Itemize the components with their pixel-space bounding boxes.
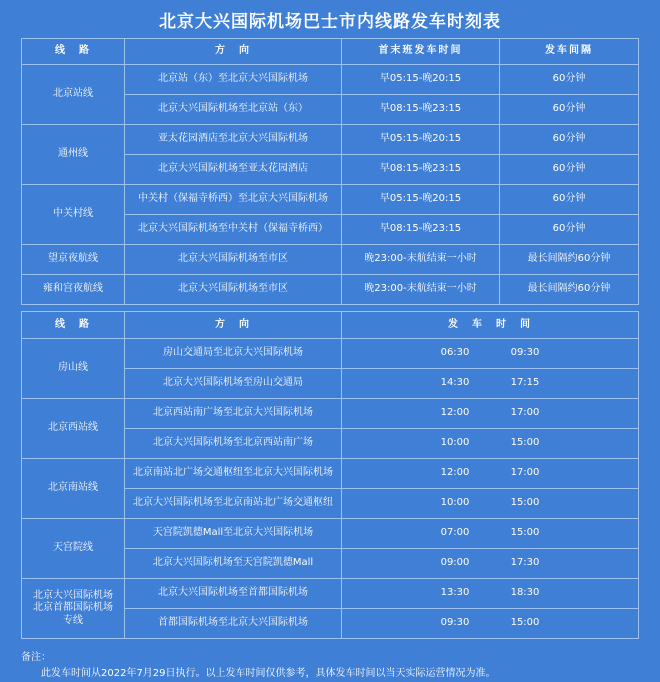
departure-time: 15:00: [510, 617, 540, 629]
direction-cell: 北京大兴国际机场至北京西站南广场: [125, 429, 342, 459]
route-name-text: 北京大兴国际机场 北京首都国际机场 专线: [33, 589, 113, 626]
departure-time: 17:00: [510, 467, 540, 479]
route-name-text: 北京南站线: [48, 482, 98, 494]
route-name: 望京夜航线: [22, 245, 125, 275]
route-name-text: 天宫院线: [53, 542, 93, 554]
departure-times-cell: [342, 459, 639, 489]
departure-time: 10:00: [440, 497, 470, 509]
departure-times-cell: [342, 579, 639, 609]
departure-times-cell: [342, 489, 639, 519]
departure-time: 10:00: [440, 437, 470, 449]
departure-time: 17:30: [510, 557, 540, 569]
direction-cell: 北京大兴国际机场至北京站（东）: [125, 95, 342, 125]
table-row: [22, 519, 639, 549]
header-row: [22, 39, 639, 65]
interval-cell: 60分钟: [500, 185, 639, 215]
departure-times: [342, 557, 638, 570]
time-range-cell: 早08:15-晚23:15: [342, 155, 500, 185]
departure-times-cell: [342, 369, 639, 399]
notes-label: 备注：: [21, 652, 51, 663]
direction-cell: 中关村（保福寺桥西）至北京大兴国际机场: [125, 185, 342, 215]
direction-cell: 亚太花园酒店至北京大兴国际机场: [125, 125, 342, 155]
departure-time: 12:00: [440, 467, 470, 479]
departure-time: 09:30: [440, 617, 470, 629]
departure-time: 15:00: [510, 437, 540, 449]
table-row: [22, 459, 639, 489]
interval-cell: 60分钟: [500, 65, 639, 95]
schedule-table-fixed-times: [21, 311, 639, 639]
notes-text: 此发车时间从2022年7月29日执行。以上发车时间仅供参考，具体发车时间以当天实际运营情况为准。: [41, 668, 496, 679]
header-row: [22, 312, 639, 339]
departure-times: [342, 377, 638, 390]
route-name: [22, 519, 125, 579]
interval-cell: 60分钟: [500, 155, 639, 185]
direction-cell: 北京站（东）至北京大兴国际机场: [125, 65, 342, 95]
departure-time: 13:30: [440, 587, 470, 599]
departure-times: [342, 347, 638, 360]
table-row: [22, 399, 639, 429]
route-name-text: 房山线: [58, 362, 88, 374]
departure-times-cell: [342, 549, 639, 579]
route-name: [22, 579, 125, 639]
route-name: [22, 399, 125, 459]
departure-times: [342, 407, 638, 420]
table-row: [22, 125, 639, 155]
direction-cell: 北京大兴国际机场至首都国际机场: [125, 579, 342, 609]
departure-time: 15:00: [510, 497, 540, 509]
departure-time: 17:15: [510, 377, 540, 389]
departure-times: [342, 437, 638, 450]
time-range-cell: 早05:15-晚20:15: [342, 65, 500, 95]
column-header: 发车间隔: [500, 39, 639, 65]
route-name: [22, 339, 125, 399]
table-row: [22, 579, 639, 609]
interval-cell: 最长间隔约60分钟: [500, 275, 639, 305]
departure-time: 18:30: [510, 587, 540, 599]
direction-cell: 北京大兴国际机场至北京南站北广场交通枢纽: [125, 489, 342, 519]
direction-cell: 北京大兴国际机场至天宫院凯德Mall: [125, 549, 342, 579]
column-header: 线 路: [22, 312, 125, 339]
departure-time: 17:00: [510, 407, 540, 419]
departure-times: [342, 527, 638, 540]
direction-cell: 首都国际机场至北京大兴国际机场: [125, 609, 342, 639]
departure-time: 09:30: [510, 347, 540, 359]
departure-times-cell: [342, 429, 639, 459]
table-row: [22, 245, 639, 275]
route-name: 通州线: [22, 125, 125, 185]
route-name: 中关村线: [22, 185, 125, 245]
interval-cell: 60分钟: [500, 95, 639, 125]
column-header: 方 向: [125, 312, 342, 339]
departure-times: [342, 587, 638, 600]
departure-time: 14:30: [440, 377, 470, 389]
schedule-table-intervals: [21, 38, 639, 305]
time-range-cell: 早08:15-晚23:15: [342, 215, 500, 245]
departure-times-cell: [342, 399, 639, 429]
column-header: 首末班发车时间: [342, 39, 500, 65]
departure-times: [342, 497, 638, 510]
page-title: 北京大兴国际机场巴士市内线路发车时刻表: [159, 11, 501, 32]
departure-time: 06:30: [440, 347, 470, 359]
time-range-cell: 早08:15-晚23:15: [342, 95, 500, 125]
direction-cell: 北京大兴国际机场至中关村（保福寺桥西）: [125, 215, 342, 245]
departure-time: 07:00: [440, 527, 470, 539]
departure-times-cell: [342, 519, 639, 549]
direction-cell: 北京大兴国际机场至亚太花园酒店: [125, 155, 342, 185]
interval-cell: 60分钟: [500, 125, 639, 155]
table-row: [22, 185, 639, 215]
interval-cell: 60分钟: [500, 215, 639, 245]
departure-times: [342, 617, 638, 630]
departure-time: 12:00: [440, 407, 470, 419]
table-row: [22, 339, 639, 369]
departure-time: 09:00: [440, 557, 470, 569]
time-range-cell: 早05:15-晚20:15: [342, 185, 500, 215]
table-row: [22, 65, 639, 95]
notes: [21, 650, 638, 682]
time-range-cell: 早05:15-晚20:15: [342, 125, 500, 155]
interval-cell: 最长间隔约60分钟: [500, 245, 639, 275]
route-name: 雍和宫夜航线: [22, 275, 125, 305]
time-range-cell: 晚23:00-末航结束一小时: [342, 275, 500, 305]
direction-cell: 北京大兴国际机场至房山交通局: [125, 369, 342, 399]
route-name: 北京站线: [22, 65, 125, 125]
departure-times-cell: [342, 609, 639, 639]
direction-cell: 天宫院凯德Mall至北京大兴国际机场: [125, 519, 342, 549]
departure-times-cell: [342, 339, 639, 369]
departure-times: [342, 467, 638, 480]
route-name: [22, 459, 125, 519]
departure-time: 15:00: [510, 527, 540, 539]
direction-cell: 北京西站南广场至北京大兴国际机场: [125, 399, 342, 429]
column-header: 方 向: [125, 39, 342, 65]
table-row: [22, 275, 639, 305]
direction-cell: 北京大兴国际机场至市区: [125, 245, 342, 275]
time-range-cell: 晚23:00-末航结束一小时: [342, 245, 500, 275]
route-name-text: 北京西站线: [48, 422, 98, 434]
column-header: 发 车 时 间: [342, 312, 639, 339]
direction-cell: 北京南站北广场交通枢纽至北京大兴国际机场: [125, 459, 342, 489]
direction-cell: 北京大兴国际机场至市区: [125, 275, 342, 305]
direction-cell: 房山交通局至北京大兴国际机场: [125, 339, 342, 369]
column-header: 线 路: [22, 39, 125, 65]
